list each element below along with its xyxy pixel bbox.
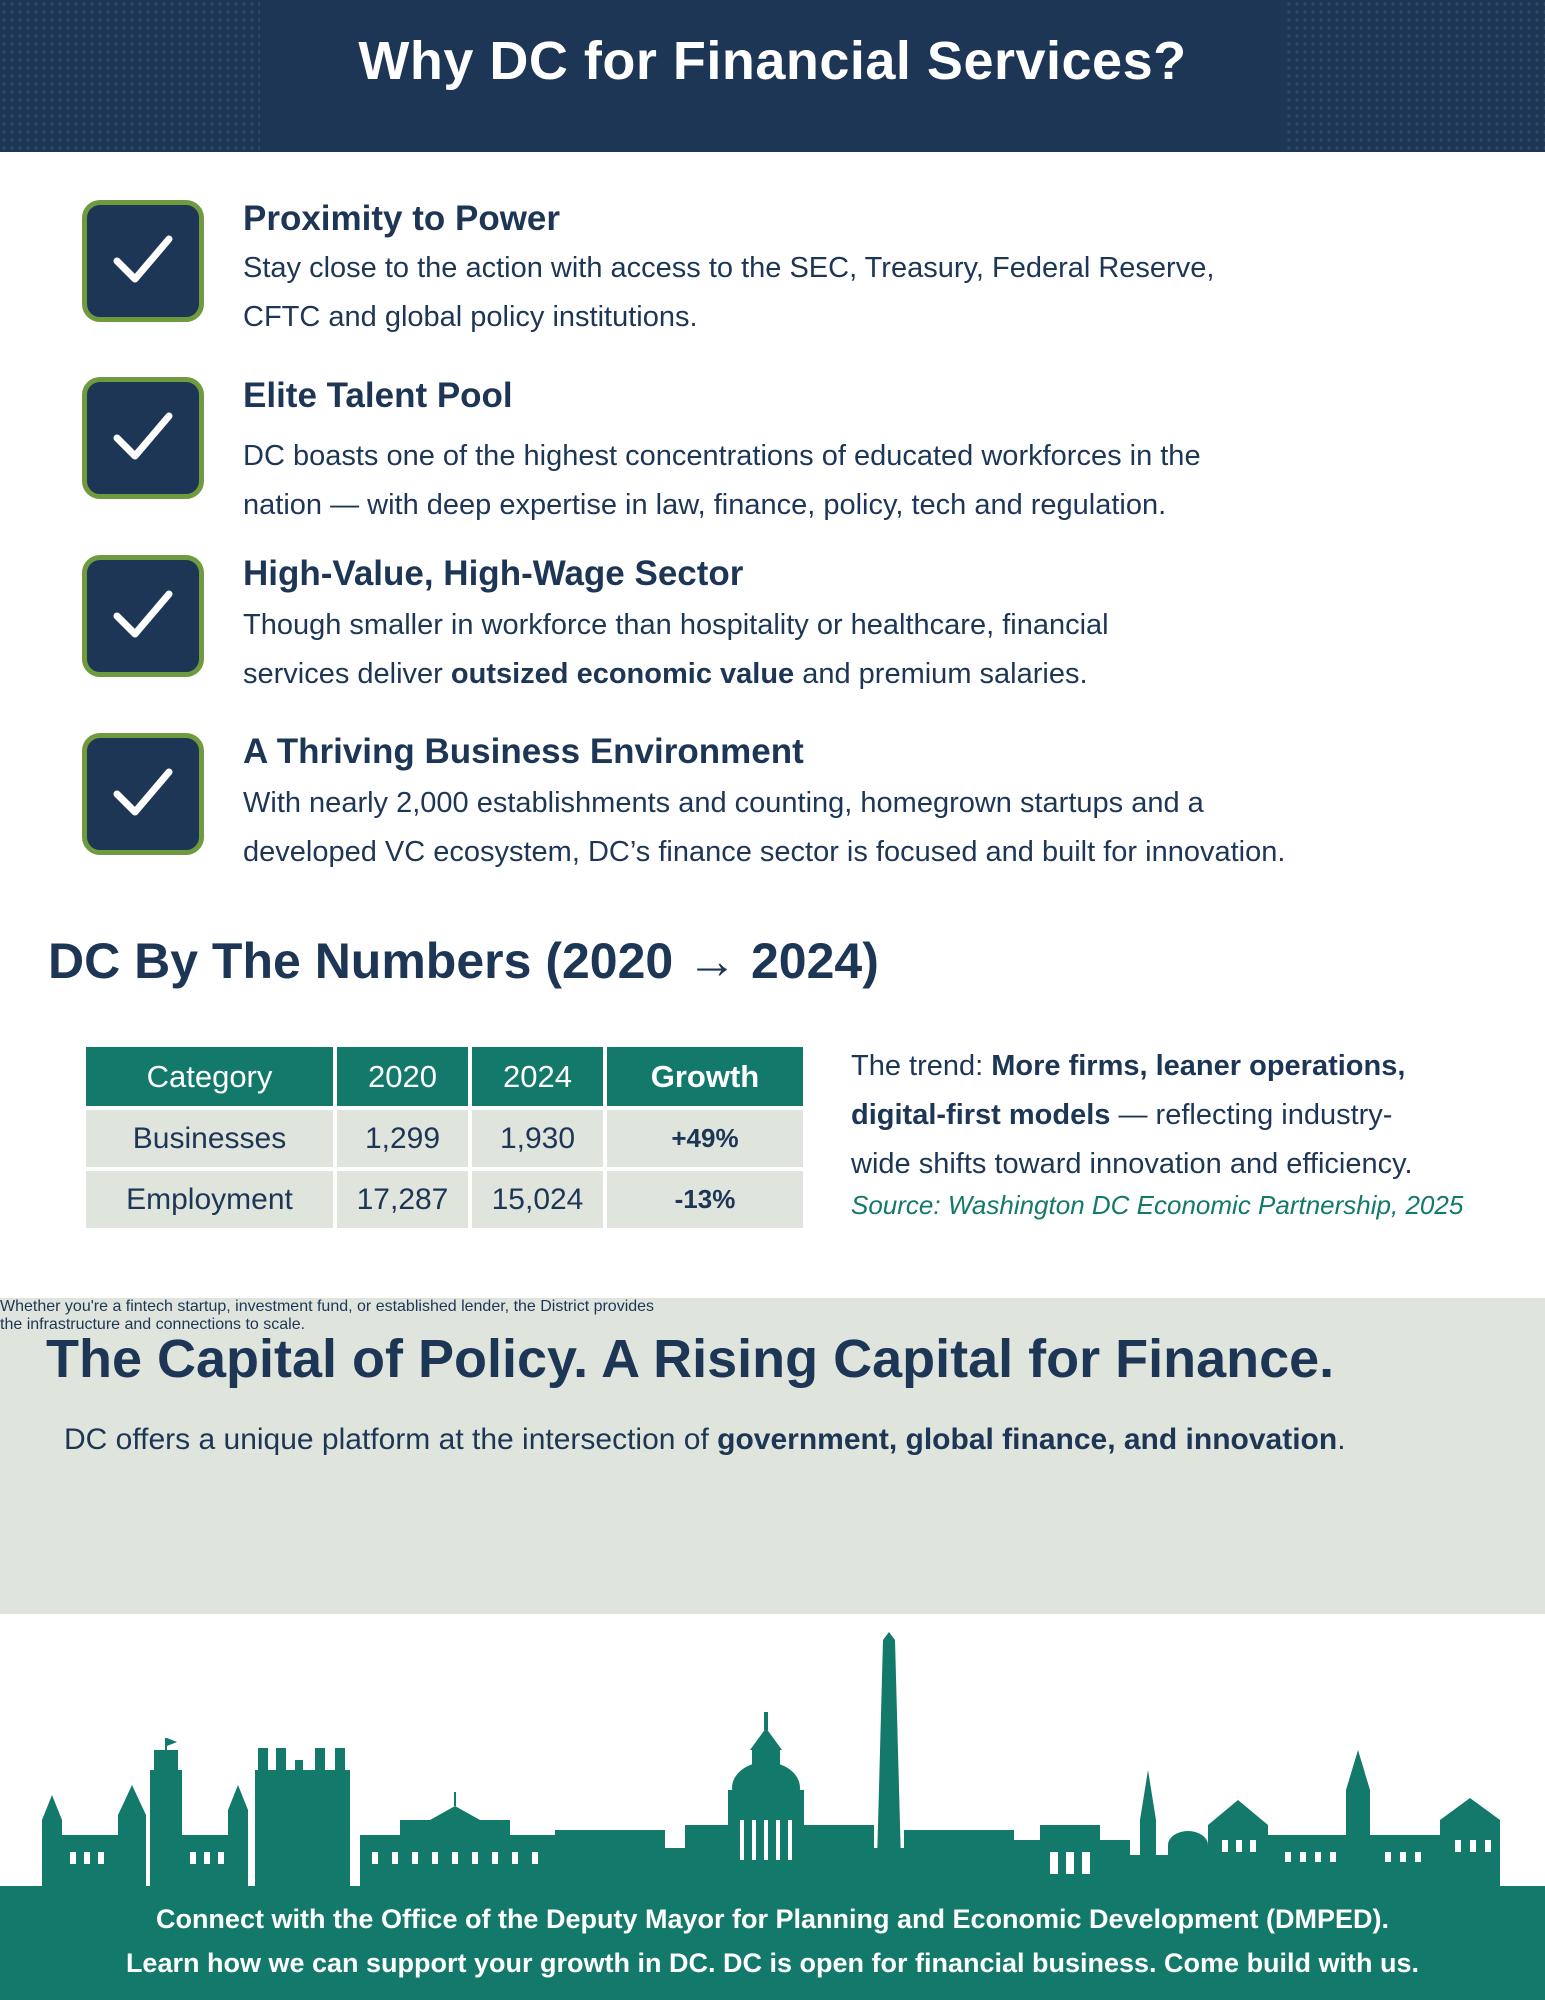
reason-title: High-Value, High-Wage Sector: [243, 554, 744, 593]
page-header: [0, 0, 1545, 152]
trend-prefix: The trend:: [851, 1050, 992, 1082]
reason-title: A Thriving Business Environment: [243, 732, 804, 771]
footer-banner: [0, 1886, 1545, 2000]
reason-description-line: Though smaller in workforce than hospitality or healthcare, financial: [243, 609, 1109, 641]
reason-description-line: With nearly 2,000 establishments and counting, homegrown startups and a: [243, 787, 1204, 819]
cell-growth: +49%: [607, 1110, 803, 1167]
header-2020: 2020: [337, 1047, 468, 1106]
reason-description: [243, 432, 1201, 530]
reason-description: [243, 244, 1214, 342]
reason-item: [82, 554, 1522, 690]
reason-description: [243, 601, 1109, 699]
cell-category: Employment: [86, 1171, 333, 1228]
header-growth: Growth: [607, 1047, 803, 1106]
reason-description: [243, 779, 1285, 877]
cell-2024: 1,930: [472, 1110, 603, 1167]
reason-description-line: services deliver outsized economic value and premium salaries.: [243, 658, 1088, 690]
reason-description-line: DC boasts one of the highest concentrations of educated workforces in the: [243, 440, 1201, 472]
header-2024: 2024: [472, 1047, 603, 1106]
trend-rest: — reflecting industry-: [1110, 1099, 1393, 1131]
cell-category: Businesses: [86, 1110, 333, 1167]
checkmark-icon: [82, 733, 204, 855]
cell-2024: 15,024: [472, 1171, 603, 1228]
checkmark-icon: [82, 555, 204, 677]
cell-growth: -13%: [607, 1171, 803, 1228]
capital-title: The Capital of Policy. A Rising Capital for Finance.: [46, 1329, 1335, 1389]
reason-description-line: developed VC ecosystem, DC’s finance sector is focused and built for innovation.: [243, 836, 1286, 868]
checkmark-icon: [82, 377, 204, 499]
table-row: [86, 1110, 803, 1167]
capital-section: The Capital of Policy. A Rising Capital for Finance. DC offers a unique platform at the intersection of government, global finance, and innovation. Whether you're a fintech startup, investment fund, or established lender, the District provides the infrastructure and connections to scale.: [0, 1298, 1545, 1614]
capital-highlight: government, global finance, and innovation: [717, 1423, 1338, 1456]
reason-item: [82, 732, 1522, 868]
table-header-row: [86, 1047, 803, 1106]
footer-line-2: Learn how we can support your growth in DC. DC is open for financial business. Come build with us.: [125, 1948, 1420, 1978]
cell-2020: 17,287: [337, 1171, 468, 1228]
reason-title: Proximity to Power: [243, 199, 561, 238]
footer-line-1: Connect with the Office of the Deputy Mayor for Planning and Economic Development (DMPED).: [155, 1904, 1390, 1934]
capital-paragraph-1: DC offers a unique platform at the intersection of government, global finance, and innovation.: [64, 1423, 1346, 1456]
reason-item: [82, 199, 1522, 333]
reason-item: [82, 376, 1522, 521]
cell-2020: 1,299: [337, 1110, 468, 1167]
reason-description-line: Stay close to the action with access to the SEC, Treasury, Federal Reserve,: [243, 252, 1215, 284]
table-row: [86, 1171, 803, 1228]
trend-line-3: wide shifts toward innovation and efficiency.: [851, 1148, 1413, 1180]
trend-highlight-2: digital-first models: [851, 1099, 1111, 1131]
trend-highlight-1: More firms, leaner operations,: [991, 1050, 1406, 1082]
page-title: Why DC for Financial Services?: [358, 31, 1187, 91]
stats-table: [82, 1043, 807, 1232]
header-category: Category: [86, 1047, 333, 1106]
numbers-title: DC By The Numbers (2020 → 2024): [48, 933, 879, 989]
dc-skyline-illustration: [0, 1620, 1545, 1890]
reason-description-line: nation — with deep expertise in law, finance, policy, tech and regulation.: [243, 489, 1167, 521]
checkmark-icon: [82, 200, 204, 322]
reason-description-line: CFTC and global policy institutions.: [243, 301, 698, 333]
reason-title: Elite Talent Pool: [243, 376, 513, 415]
trend-text: [851, 1042, 1531, 1189]
source-note: Source: Washington DC Economic Partnership, 2025: [851, 1190, 1464, 1220]
